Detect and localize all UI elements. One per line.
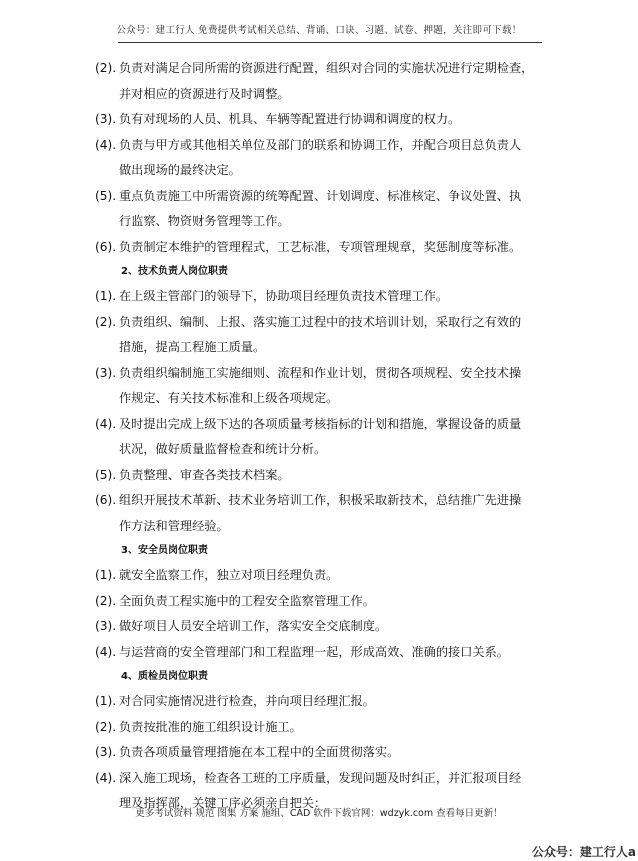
list-item [0,715,638,741]
item-number: (1). [95,694,117,708]
item-text-line: 与运营商的安全管理部门和工程监理一起，形成高效、准确的接口关系。 [119,644,509,659]
section-tech-lead-duties [0,284,638,539]
item-number: (4). [95,770,117,785]
list-item [0,184,638,235]
item-number: (3). [95,745,117,759]
item-text-line: 作规定、有关技术标准和上级各项规定。 [119,391,339,405]
item-number: (3). [95,112,117,126]
item-text-line: 措施，提高工程施工质量。 [119,340,266,354]
item-number: (1). [95,289,117,303]
item-text-line: 负责组织编制施工实施细则、流程和作业计划，贯彻各项规程、安全技术操 [119,365,522,380]
section-quality-inspector-duties [0,689,638,817]
item-number: (1). [95,568,117,582]
item-text-line: 在上级主管部门的领导下，协助项目经理负责技术管理工作。 [119,289,449,303]
item-text-line: 深入施工现场，检查各工班的工序质量，发现问题及时纠正，并汇报项目经 [119,770,522,785]
list-item [0,614,638,640]
item-number: (4). [95,137,117,152]
list-item [0,589,638,615]
list-item [0,640,638,666]
item-number: (3). [95,365,117,380]
list-item [0,463,638,489]
item-text-line: 全面负责工程实施中的工程安全监察管理工作。 [119,593,375,608]
item-text-line: 负责各项质量管理措施在本工程中的全面贯彻落实。 [119,745,400,759]
item-text-line: 负责与甲方或其他相关单位及部门的联系和协调工作，并配合项目总负责人 [119,137,522,152]
list-item [0,740,638,766]
document-body [0,56,638,817]
list-item [0,412,638,463]
list-item [0,235,638,261]
section-safety-officer-duties [0,563,638,665]
list-item [0,107,638,133]
list-item [0,284,638,310]
item-text-line: 负责制定本维护的管理程式，工艺标准，专项管理规章，奖惩制度等标准。 [119,239,522,254]
item-text-line: 做好项目人员安全培训工作，落实安全交底制度。 [119,619,388,633]
item-number: (2). [95,314,117,329]
list-item [0,563,638,589]
page-header: 公众号：建工行人 免费提供考试相关总结、背诵、口诀、习题、试卷、押题，关注即可下载！ [116,25,522,36]
item-text-line: 状况，做好质量监督检查和统计分析。 [119,442,327,456]
item-text-line: 负责组织、编制、上报、落实施工过程中的技术培训计划，采取行之有效的 [119,314,522,329]
item-number: (2). [95,719,117,734]
item-text-line: 负责整理、审查各类技术档案。 [119,467,290,482]
item-text-line: 负责对满足合同所需的资源进行配置，组织对合同的实施状况进行定期检查， [119,61,534,75]
section-general-duties [0,56,638,260]
item-text-line: 组织开展技术革新、技术业务培训工作，积极采取新技术，总结推广先进操 [119,493,522,507]
item-number: (2). [95,61,117,75]
list-item [0,310,638,361]
item-text-line: 及时提出完成上级下达的各项质量考核指标的计划和措施，掌握设备的质量 [119,416,522,431]
item-text-line: 负责按批准的施工组织设计施工。 [119,719,302,734]
item-number: (6). [95,239,117,254]
item-number: (3). [95,619,117,633]
list-item [0,488,638,539]
item-number: (6). [95,493,117,507]
list-item [0,133,638,184]
item-text-line: 作方法和管理经验。 [119,518,229,533]
item-text-line: 就安全监察工作，独立对项目经理负责。 [119,568,339,582]
list-item [0,56,638,107]
page-footer: 更多考试资料 规范 图集 方案 施组、CAD 软件下载官网：wdzyk.com 查看每日更新！ [135,808,503,819]
watermark-text: 公众号：建工行人a [531,845,636,859]
item-number: (4). [95,416,117,431]
item-number: (2). [95,593,117,608]
item-text-line: 做出现场的最终决定。 [119,163,241,177]
item-text-line: 重点负责施工中所需资源的统筹配置、计划调度、标准核定、争议处置、执 [119,188,522,203]
item-text-line: 行监察、物资财务管理等工作。 [119,214,290,228]
list-item [0,361,638,412]
item-text-line: 对合同实施情况进行检查，并向项目经理汇报。 [119,694,375,708]
header-divider [118,42,542,43]
item-text-line: 理及指挥部，关键工序必须亲自把关： [119,796,327,810]
item-text-line: 负有对现场的人员、机具、车辆等配置进行协调和调度的权力。 [119,112,461,126]
item-number: (5). [95,188,117,203]
section-title-safety-officer: 3、安全员岗位职责 [121,545,208,556]
section-title-quality-inspector: 4、质检员岗位职责 [121,671,208,682]
item-number: (4). [95,644,117,659]
section-title-tech-lead: 2、技术负责人岗位职责 [121,266,228,277]
item-number: (5). [95,467,117,482]
list-item [0,689,638,715]
item-text-line: 并对相应的资源进行及时调整。 [119,86,290,101]
